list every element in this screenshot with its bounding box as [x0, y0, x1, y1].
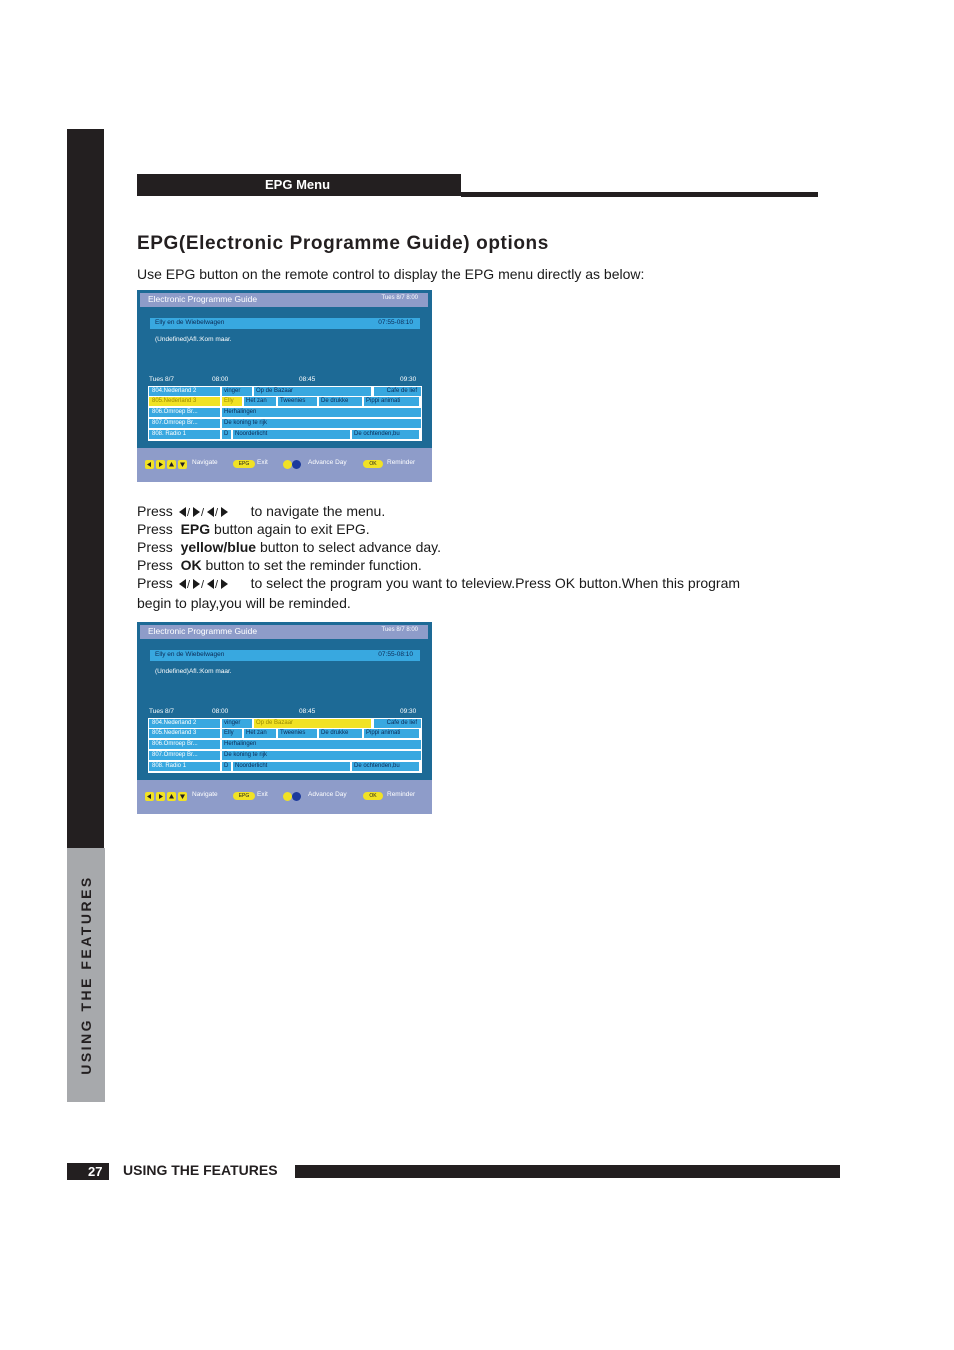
epg-program-cell-selected[interactable]: Elly: [222, 397, 242, 406]
svg-text:/: /: [186, 507, 190, 519]
epg-channel[interactable]: 807.Omroep Br...: [149, 419, 220, 428]
epg-timeline-t3: 09:30: [400, 708, 417, 715]
epg-key-icon: EPG: [233, 792, 255, 800]
epg-program-cell[interactable]: De ochtenden,bu: [352, 430, 419, 439]
instruction-epg: Press EPG button again to exit EPG.: [137, 521, 370, 537]
yellow-key-icon: [283, 792, 292, 801]
footer-label: USING THE FEATURES: [123, 1162, 278, 1178]
epg-program-cell[interactable]: D: [222, 762, 231, 771]
footer-rule: [295, 1165, 840, 1178]
epg-datetime: Tues 8/7 8:00: [381, 295, 418, 301]
epg-program-name: Elly en de Wiebelwagen: [155, 651, 225, 658]
help-navigate: Navigate: [192, 459, 218, 466]
epg-program-desc: (Undefined)Afl.:Kom maar.: [155, 668, 232, 675]
epg-program-bar: [150, 318, 420, 329]
epg-grid: [148, 386, 422, 441]
epg-program-cell[interactable]: Pippi animati: [364, 729, 419, 738]
page-number-box: [67, 1163, 109, 1180]
epg-program-desc: (Undefined)Afl.:Kom maar.: [155, 336, 232, 343]
svg-text:/: /: [186, 579, 190, 591]
epg-program-cell[interactable]: Tweenies: [278, 729, 317, 738]
epg-program-cell[interactable]: vinger: [222, 387, 252, 396]
epg-program-cell[interactable]: Het zan: [244, 729, 276, 738]
instruction-select-cont: begin to play,you will be reminded.: [137, 595, 351, 611]
epg-channel[interactable]: 804.Nederland 2: [149, 719, 220, 728]
help-advance-day: Advance Day: [308, 459, 347, 466]
epg-program-cell[interactable]: Op de Bazaar: [254, 387, 371, 396]
section-header-label: EPG Menu: [265, 177, 331, 192]
epg-channel[interactable]: 807.Omroep Br...: [149, 751, 220, 760]
epg-help-bar: [137, 780, 432, 814]
yellow-key-icon: [283, 460, 292, 469]
epg-timeline-t1: 08:00: [212, 376, 229, 383]
help-reminder: Reminder: [387, 791, 416, 798]
epg-title-bar: [140, 625, 428, 639]
epg-screenshot-2: [137, 622, 432, 814]
epg-timeline-t1: 08:00: [212, 708, 229, 715]
epg-program-cell[interactable]: Tweenies: [278, 397, 317, 406]
instruction-select: Press / / / to select the program you want to teleview.Press OK button.When this program: [137, 575, 741, 591]
section-header: [137, 174, 461, 196]
help-advance-day: Advance Day: [308, 791, 347, 798]
epg-program-cell[interactable]: Het zan: [244, 397, 276, 406]
blue-key-icon: [292, 792, 301, 801]
svg-text:/: /: [214, 507, 218, 519]
epg-title-bar: [140, 293, 428, 307]
epg-program-cell[interactable]: Herhalingen: [222, 740, 421, 749]
epg-program-cell[interactable]: Cafe de lief: [374, 387, 421, 396]
epg-program-cell[interactable]: Noorderlicht: [233, 762, 350, 771]
epg-screenshot-1: [137, 290, 432, 482]
instruction-navigate: Press / / / to navigate the menu.: [137, 503, 386, 519]
epg-program-name: Elly en de Wiebelwagen: [155, 319, 225, 326]
epg-datetime: Tues 8/7 8:00: [381, 627, 418, 633]
epg-program-cell[interactable]: Noorderlicht: [233, 430, 350, 439]
epg-program-time: 07:55-08:10: [378, 319, 413, 326]
svg-text:/: /: [214, 579, 218, 591]
epg-timeline-t3: 09:30: [400, 376, 417, 383]
epg-timeline-t2: 08:45: [299, 376, 316, 383]
instruction-color: Press yellow/blue button to select advance day.: [137, 539, 442, 555]
epg-program-cell[interactable]: Pippi animati: [364, 397, 419, 406]
epg-program-cell[interactable]: Herhalingen: [222, 408, 421, 417]
epg-title: Electronic Programme Guide: [148, 626, 258, 636]
arrow-keys-icon: [177, 578, 247, 590]
epg-program-bar: [150, 650, 420, 661]
epg-channel-selected[interactable]: 805.Nederland 3: [149, 397, 220, 406]
epg-timeline-date: Tues 8/7: [149, 376, 175, 383]
epg-title: Electronic Programme Guide: [148, 294, 258, 304]
svg-text:/: /: [200, 507, 204, 519]
epg-program-cell[interactable]: De koning te rijk: [222, 419, 421, 428]
epg-grid: [148, 718, 422, 773]
help-exit: Exit: [257, 791, 268, 798]
svg-text:/: /: [200, 579, 204, 591]
page-title: EPG(Electronic Programme Guide) options: [137, 233, 549, 254]
epg-channel[interactable]: 805.Nederland 3: [149, 729, 220, 738]
epg-help-bar: [137, 448, 432, 482]
epg-timeline-t2: 08:45: [299, 708, 316, 715]
epg-channel[interactable]: 808. Radio 1: [149, 762, 220, 771]
arrow-keys-icon: [177, 506, 247, 518]
intro-text: Use EPG button on the remote control to display the EPG menu directly as below:: [137, 266, 645, 282]
epg-program-cell[interactable]: De drukke: [319, 397, 362, 406]
instruction-ok: Press OK button to set the reminder function.: [137, 557, 422, 573]
blue-key-icon: [292, 460, 301, 469]
nav-arrow-keys-icon: [145, 792, 189, 801]
epg-timeline-date: Tues 8/7: [149, 708, 175, 715]
header-rule: [461, 192, 818, 197]
epg-program-cell[interactable]: De koning te rijk: [222, 751, 421, 760]
nav-arrow-keys-icon: [145, 460, 189, 469]
epg-program-cell[interactable]: vinger: [222, 719, 252, 728]
sidebar-section-label: USING THE FEATURES: [78, 875, 94, 1075]
sidebar-dark-strip: [67, 129, 104, 848]
help-reminder: Reminder: [387, 459, 416, 466]
epg-channel[interactable]: 804.Nederland 2: [149, 387, 220, 396]
ok-key-icon: OK: [363, 792, 383, 800]
epg-key-icon: EPG: [233, 460, 255, 468]
epg-channel[interactable]: 806.Omroep Br...: [149, 408, 220, 417]
epg-program-cell[interactable]: Cafe de lief: [374, 719, 421, 728]
epg-program-cell[interactable]: D: [222, 430, 231, 439]
epg-program-cell[interactable]: Elly: [222, 729, 242, 738]
epg-channel[interactable]: 808. Radio 1: [149, 430, 220, 439]
epg-program-cell-selected[interactable]: Op de Bazaar: [254, 719, 371, 728]
page-number: 27: [88, 1164, 103, 1179]
help-exit: Exit: [257, 459, 268, 466]
epg-channel[interactable]: 806.Omroep Br...: [149, 740, 220, 749]
help-navigate: Navigate: [192, 791, 218, 798]
epg-program-time: 07:55-08:10: [378, 651, 413, 658]
epg-program-cell[interactable]: De drukke: [319, 729, 362, 738]
instructions: [137, 502, 740, 612]
ok-key-icon: OK: [363, 460, 383, 468]
epg-program-cell[interactable]: De ochtenden,bu: [352, 762, 419, 771]
